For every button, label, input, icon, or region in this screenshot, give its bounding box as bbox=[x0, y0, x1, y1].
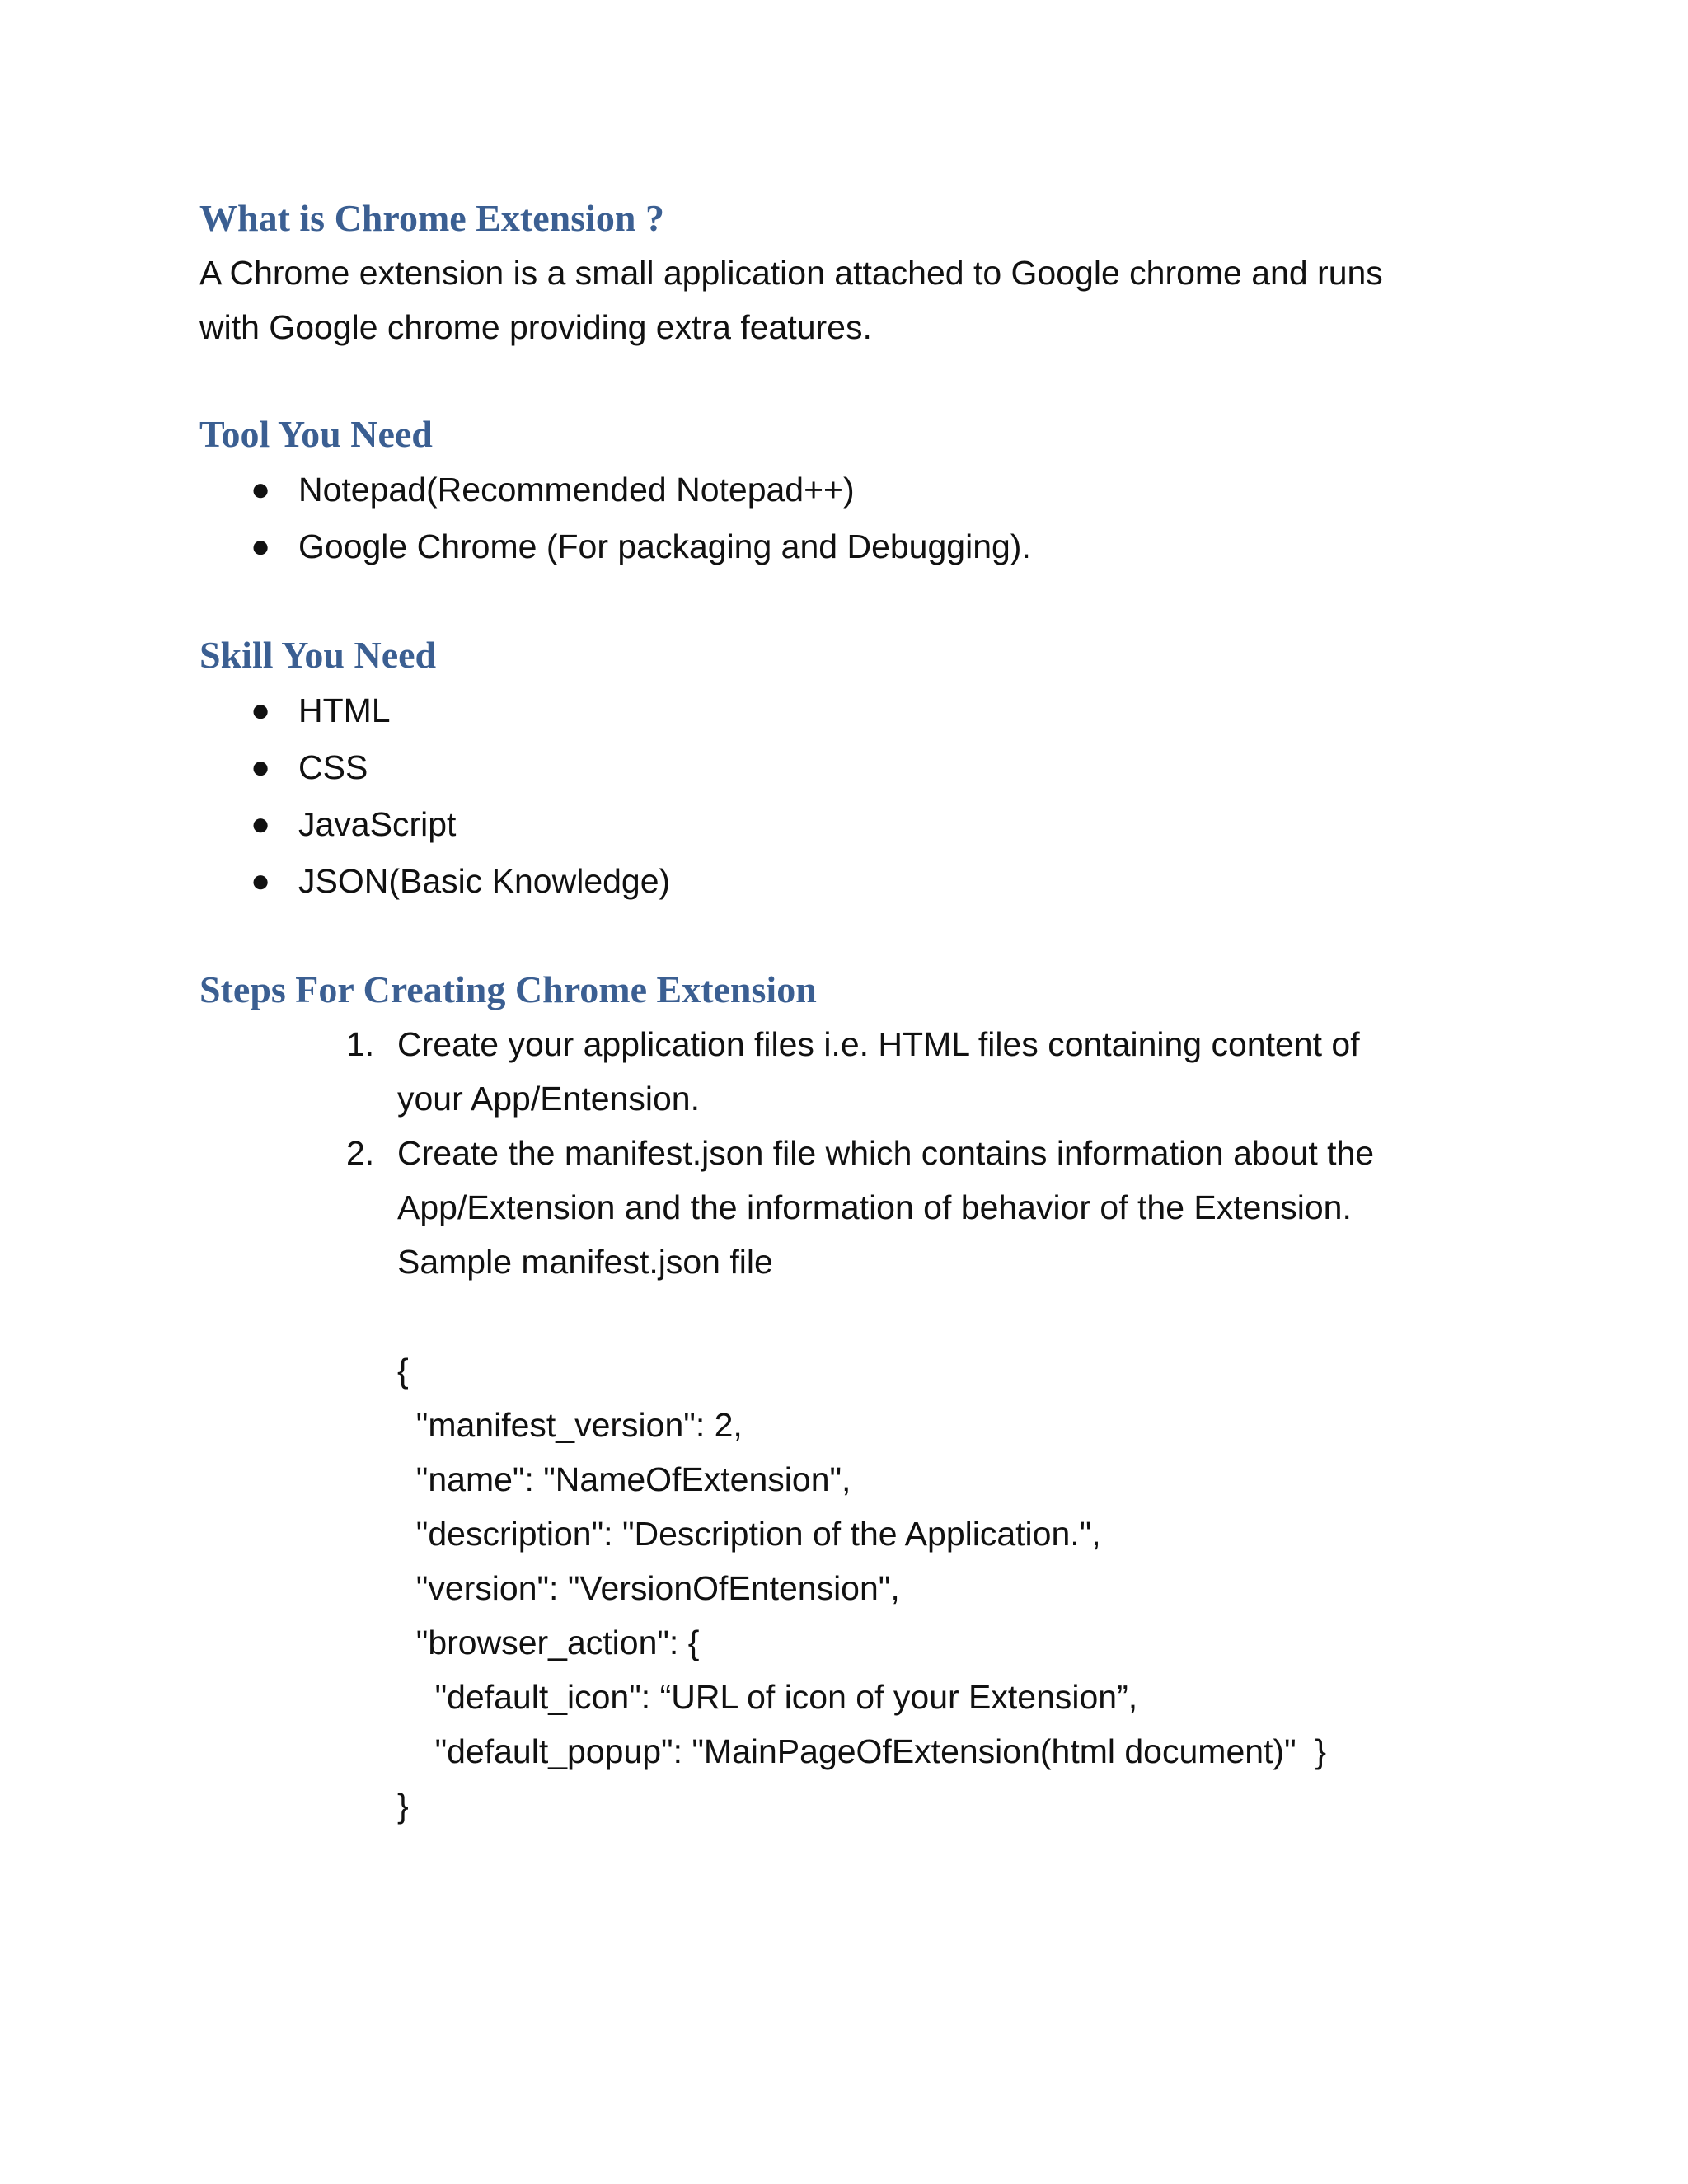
step-item bbox=[199, 1017, 1485, 1126]
bullet-icon: ● bbox=[251, 692, 271, 729]
bullet-icon: ● bbox=[251, 528, 271, 565]
list-item bbox=[199, 796, 1485, 853]
list-item-text: JSON(Basic Knowledge) bbox=[298, 862, 671, 900]
step-line: Create your application files i.e. HTML files containing content of bbox=[397, 1025, 1360, 1063]
list-item-text: Notepad(Recommended Notepad++) bbox=[298, 471, 855, 509]
step-number: 1. bbox=[346, 1025, 375, 1063]
paragraph-line: A Chrome extension is a small application attached to Google chrome and runs bbox=[199, 254, 1383, 292]
list-item bbox=[199, 682, 1485, 739]
list-item bbox=[199, 518, 1485, 575]
heading-steps: Steps For Creating Chrome Extension bbox=[199, 968, 817, 1010]
list-item-text: HTML bbox=[298, 691, 391, 729]
document-content bbox=[199, 191, 1485, 1833]
list-item bbox=[199, 853, 1485, 910]
skills-list bbox=[199, 682, 1485, 910]
code-line: "version": "VersionOfEntension", bbox=[397, 1569, 900, 1607]
bullet-icon: ● bbox=[251, 806, 271, 842]
heading-what-is-chrome-extension: What is Chrome Extension ? bbox=[199, 197, 664, 239]
step-line: App/Extension and the information of behavior of the Extension. bbox=[397, 1188, 1352, 1226]
code-line: "browser_action": { bbox=[397, 1624, 700, 1661]
bullet-icon: ● bbox=[251, 863, 271, 899]
list-item-text: CSS bbox=[298, 748, 368, 786]
step-item bbox=[199, 1126, 1485, 1289]
code-line: { bbox=[397, 1352, 409, 1390]
paragraph-line: with Google chrome providing extra features. bbox=[199, 308, 872, 346]
tools-list bbox=[199, 462, 1485, 575]
bullet-icon: ● bbox=[251, 471, 271, 508]
list-item bbox=[199, 462, 1485, 518]
step-line: Create the manifest.json file which contains information about the bbox=[397, 1134, 1375, 1172]
list-item-text: JavaScript bbox=[298, 805, 457, 843]
bullet-icon: ● bbox=[251, 749, 271, 785]
step-number: 2. bbox=[346, 1134, 375, 1172]
code-line: "default_icon": “URL of icon of your Extension”, bbox=[397, 1678, 1138, 1716]
code-line: } bbox=[397, 1787, 409, 1825]
code-line: "manifest_version": 2, bbox=[397, 1406, 743, 1444]
code-line: "default_popup": "MainPageOfExtension(html document)" } bbox=[397, 1732, 1327, 1770]
step-line: Sample manifest.json file bbox=[397, 1243, 773, 1281]
step-line: your App/Entension. bbox=[397, 1080, 700, 1118]
list-item-text: Google Chrome (For packaging and Debugging). bbox=[298, 527, 1031, 565]
list-item bbox=[199, 739, 1485, 796]
manifest-code-sample bbox=[199, 1343, 1485, 1833]
heading-skill-you-need: Skill You Need bbox=[199, 634, 437, 676]
steps-list bbox=[199, 1017, 1485, 1289]
code-line: "description": "Description of the Application.", bbox=[397, 1515, 1101, 1553]
code-line: "name": "NameOfExtension", bbox=[397, 1460, 851, 1498]
heading-tool-you-need: Tool You Need bbox=[199, 413, 433, 455]
